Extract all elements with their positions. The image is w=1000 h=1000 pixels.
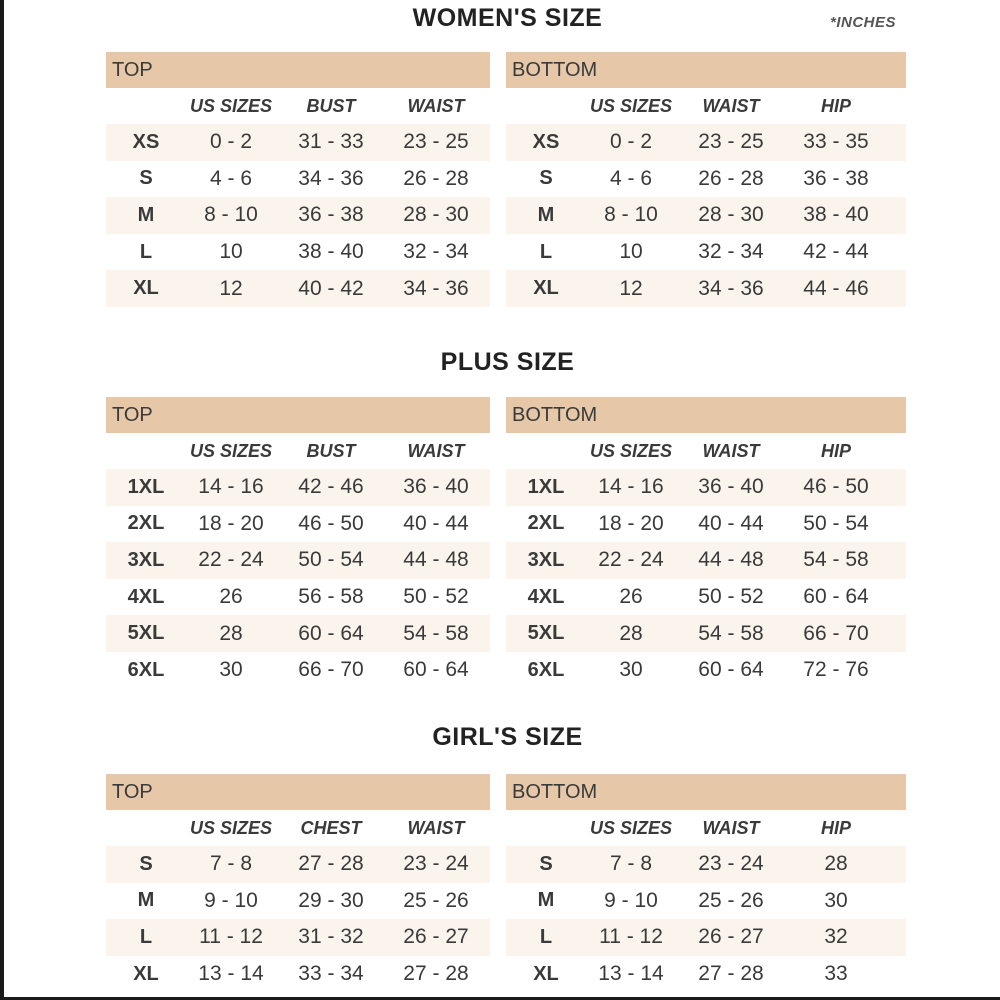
- measurement-cell: 28: [619, 621, 643, 645]
- size-label: L: [139, 925, 153, 948]
- measurement-cell: 36 - 38: [298, 203, 364, 227]
- measurement-cell: 60 - 64: [403, 658, 469, 682]
- column-headers: [506, 810, 906, 846]
- column-header: HIP: [820, 95, 851, 116]
- measurement-cell: 46 - 50: [298, 511, 364, 535]
- table-row: [506, 506, 906, 543]
- table-row: [506, 579, 906, 616]
- measurement-cell: 14 - 16: [198, 475, 264, 499]
- measurement-cell: 28 - 30: [698, 203, 764, 227]
- size-label: S: [139, 167, 153, 190]
- measurement-cell: 36 - 40: [403, 475, 469, 499]
- table-row: [106, 234, 490, 271]
- table-row: [106, 161, 490, 198]
- table-row: [506, 197, 906, 234]
- column-header: BUST: [306, 440, 356, 461]
- measurement-cell: 25 - 26: [698, 888, 764, 912]
- table-row: [106, 542, 490, 579]
- measurement-cell: 56 - 58: [298, 585, 364, 609]
- size-label: S: [139, 852, 153, 875]
- measurement-cell: 46 - 50: [803, 475, 869, 499]
- measurement-cell: 30: [219, 658, 243, 682]
- measurement-cell: 9 - 10: [604, 888, 658, 912]
- measurement-cell: 13 - 14: [198, 962, 264, 986]
- size-label: L: [139, 240, 153, 263]
- measurement-cell: 26 - 28: [403, 166, 469, 190]
- measurement-cell: 14 - 16: [598, 475, 664, 499]
- table-row: [106, 615, 490, 652]
- measurement-cell: 40 - 44: [403, 511, 469, 535]
- measurement-cell: 38 - 40: [298, 240, 364, 264]
- size-label: XL: [133, 962, 159, 985]
- measurement-cell: 42 - 44: [803, 240, 869, 264]
- column-headers: [506, 433, 906, 469]
- measurement-cell: 60 - 64: [803, 585, 869, 609]
- size-label: 1XL: [127, 475, 165, 498]
- column-header: WAIST: [407, 440, 465, 461]
- size-label: XL: [533, 277, 559, 300]
- table-row: [506, 161, 906, 198]
- measurement-cell: 50 - 52: [403, 585, 469, 609]
- top-header-bar: TOP: [106, 52, 490, 88]
- measurement-cell: 54 - 58: [803, 548, 869, 572]
- measurement-cell: 8 - 10: [604, 203, 658, 227]
- measurement-cell: 12: [619, 276, 643, 300]
- size-label: L: [539, 925, 553, 948]
- table-row: [106, 197, 490, 234]
- table-row: [506, 883, 906, 920]
- size-label: S: [539, 852, 553, 875]
- size-label: 3XL: [527, 548, 565, 571]
- measurement-cell: 36 - 40: [698, 475, 764, 499]
- measurement-cell: 32 - 34: [403, 240, 469, 264]
- measurement-cell: 31 - 32: [298, 925, 364, 949]
- measurement-cell: 33 - 35: [803, 130, 869, 154]
- measurement-cell: 30: [824, 888, 848, 912]
- measurement-cell: 23 - 25: [403, 130, 469, 154]
- table-row: [106, 270, 490, 307]
- column-header: US SIZES: [189, 817, 273, 838]
- size-label: S: [539, 167, 553, 190]
- column-headers: [506, 88, 906, 124]
- measurement-cell: 4 - 6: [209, 166, 253, 190]
- section-title: GIRL'S SIZE: [432, 723, 583, 751]
- measurement-cell: 32: [824, 925, 848, 949]
- measurement-cell: 26: [619, 585, 643, 609]
- measurement-cell: 26 - 27: [403, 925, 469, 949]
- left-frame-border: [0, 0, 4, 1000]
- size-label: 1XL: [527, 475, 565, 498]
- measurement-cell: 22 - 24: [198, 548, 264, 572]
- measurement-cell: 0 - 2: [609, 130, 653, 154]
- column-headers: [106, 810, 490, 846]
- measurement-cell: 40 - 44: [698, 511, 764, 535]
- size-label: 5XL: [527, 622, 565, 645]
- measurement-cell: 36 - 38: [803, 166, 869, 190]
- top-table: [106, 52, 490, 307]
- size-label: XS: [532, 130, 560, 153]
- table-row: [106, 846, 490, 883]
- column-header: WAIST: [702, 817, 760, 838]
- size-label: 5XL: [127, 622, 165, 645]
- size-label: XL: [133, 277, 159, 300]
- measurement-cell: 40 - 42: [298, 276, 364, 300]
- size-label: L: [539, 240, 553, 263]
- column-header: BUST: [306, 95, 356, 116]
- size-label: 3XL: [127, 548, 165, 571]
- measurement-cell: 22 - 24: [598, 548, 664, 572]
- size-label: M: [537, 203, 555, 226]
- measurement-cell: 29 - 30: [298, 888, 364, 912]
- measurement-cell: 33 - 34: [298, 962, 364, 986]
- size-label: XS: [132, 130, 160, 153]
- measurement-cell: 28 - 30: [403, 203, 469, 227]
- section-title: PLUS SIZE: [440, 348, 575, 376]
- measurement-cell: 27 - 28: [698, 962, 764, 986]
- measurement-cell: 66 - 70: [298, 658, 364, 682]
- column-header: HIP: [820, 817, 851, 838]
- measurement-cell: 10: [219, 240, 243, 264]
- table-row: [506, 652, 906, 689]
- table-row: [506, 956, 906, 993]
- top-header-bar: TOP: [106, 774, 490, 810]
- table-row: [106, 579, 490, 616]
- measurement-cell: 42 - 46: [298, 475, 364, 499]
- measurement-cell: 50 - 54: [803, 511, 869, 535]
- bottom-table: [506, 52, 906, 307]
- size-label: 2XL: [527, 512, 565, 535]
- measurement-cell: 26 - 28: [698, 166, 764, 190]
- top-table: [106, 397, 490, 689]
- column-header: WAIST: [702, 95, 760, 116]
- measurement-cell: 30: [619, 658, 643, 682]
- measurement-cell: 26: [219, 585, 243, 609]
- measurement-cell: 66 - 70: [803, 621, 869, 645]
- measurement-cell: 27 - 28: [298, 852, 364, 876]
- measurement-cell: 12: [219, 276, 243, 300]
- table-row: [106, 956, 490, 993]
- measurement-cell: 60 - 64: [698, 658, 764, 682]
- table-row: [506, 234, 906, 271]
- table-row: [506, 919, 906, 956]
- column-header: US SIZES: [589, 95, 673, 116]
- bottom-header-bar: BOTTOM: [506, 397, 906, 433]
- measurement-cell: 26 - 27: [698, 925, 764, 949]
- measurement-cell: 50 - 54: [298, 548, 364, 572]
- column-header: US SIZES: [589, 817, 673, 838]
- measurement-cell: 9 - 10: [204, 888, 258, 912]
- column-header: WAIST: [407, 95, 465, 116]
- bottom-table: [506, 397, 906, 689]
- measurement-cell: 34 - 36: [298, 166, 364, 190]
- measurement-cell: 23 - 24: [403, 852, 469, 876]
- measurement-cell: 27 - 28: [403, 962, 469, 986]
- table-row: [506, 270, 906, 307]
- measurement-cell: 50 - 52: [698, 585, 764, 609]
- table-row: [106, 124, 490, 161]
- table-row: [506, 615, 906, 652]
- column-headers: [106, 433, 490, 469]
- units-note: *INCHES: [830, 14, 897, 31]
- column-headers: [106, 88, 490, 124]
- measurement-cell: 54 - 58: [403, 621, 469, 645]
- size-label: M: [537, 889, 555, 912]
- measurement-cell: 33: [824, 962, 848, 986]
- size-label: M: [137, 203, 155, 226]
- table-row: [506, 542, 906, 579]
- measurement-cell: 31 - 33: [298, 130, 364, 154]
- measurement-cell: 13 - 14: [598, 962, 664, 986]
- size-label: 6XL: [127, 658, 165, 681]
- measurement-cell: 11 - 12: [199, 925, 263, 949]
- measurement-cell: 23 - 25: [698, 130, 764, 154]
- measurement-cell: 28: [219, 621, 243, 645]
- top-header-bar: TOP: [106, 397, 490, 433]
- table-row: [506, 124, 906, 161]
- size-label: 2XL: [127, 512, 165, 535]
- bottom-table: [506, 774, 906, 992]
- column-header: US SIZES: [189, 95, 273, 116]
- measurement-cell: 44 - 48: [403, 548, 469, 572]
- bottom-header-bar: BOTTOM: [506, 52, 906, 88]
- measurement-cell: 7 - 8: [609, 852, 653, 876]
- measurement-cell: 10: [619, 240, 643, 264]
- measurement-cell: 60 - 64: [298, 621, 364, 645]
- size-label: 4XL: [127, 585, 165, 608]
- measurement-cell: 34 - 36: [698, 276, 764, 300]
- measurement-cell: 7 - 8: [209, 852, 253, 876]
- measurement-cell: 38 - 40: [803, 203, 869, 227]
- measurement-cell: 4 - 6: [609, 166, 653, 190]
- section-title: WOMEN'S SIZE: [412, 4, 603, 32]
- table-row: [106, 919, 490, 956]
- table-row: [506, 846, 906, 883]
- measurement-cell: 44 - 48: [698, 548, 764, 572]
- table-row: [106, 469, 490, 506]
- measurement-cell: 44 - 46: [803, 276, 869, 300]
- measurement-cell: 23 - 24: [698, 852, 764, 876]
- measurement-cell: 72 - 76: [803, 658, 869, 682]
- measurement-cell: 28: [824, 852, 848, 876]
- table-row: [506, 469, 906, 506]
- table-row: [106, 883, 490, 920]
- table-row: [106, 652, 490, 689]
- column-header: WAIST: [702, 440, 760, 461]
- size-label: 6XL: [527, 658, 565, 681]
- column-header: US SIZES: [589, 440, 673, 461]
- size-label: 4XL: [527, 585, 565, 608]
- bottom-header-bar: BOTTOM: [506, 774, 906, 810]
- measurement-cell: 8 - 10: [204, 203, 258, 227]
- column-header: WAIST: [407, 817, 465, 838]
- size-label: XL: [533, 962, 559, 985]
- measurement-cell: 25 - 26: [403, 888, 469, 912]
- top-table: [106, 774, 490, 992]
- column-header: US SIZES: [189, 440, 273, 461]
- measurement-cell: 32 - 34: [698, 240, 764, 264]
- column-header: HIP: [820, 440, 851, 461]
- measurement-cell: 11 - 12: [599, 925, 663, 949]
- size-label: M: [137, 889, 155, 912]
- measurement-cell: 54 - 58: [698, 621, 764, 645]
- column-header: CHEST: [300, 817, 362, 838]
- table-row: [106, 506, 490, 543]
- measurement-cell: 34 - 36: [403, 276, 469, 300]
- measurement-cell: 18 - 20: [598, 511, 664, 535]
- measurement-cell: 0 - 2: [209, 130, 253, 154]
- measurement-cell: 18 - 20: [198, 511, 264, 535]
